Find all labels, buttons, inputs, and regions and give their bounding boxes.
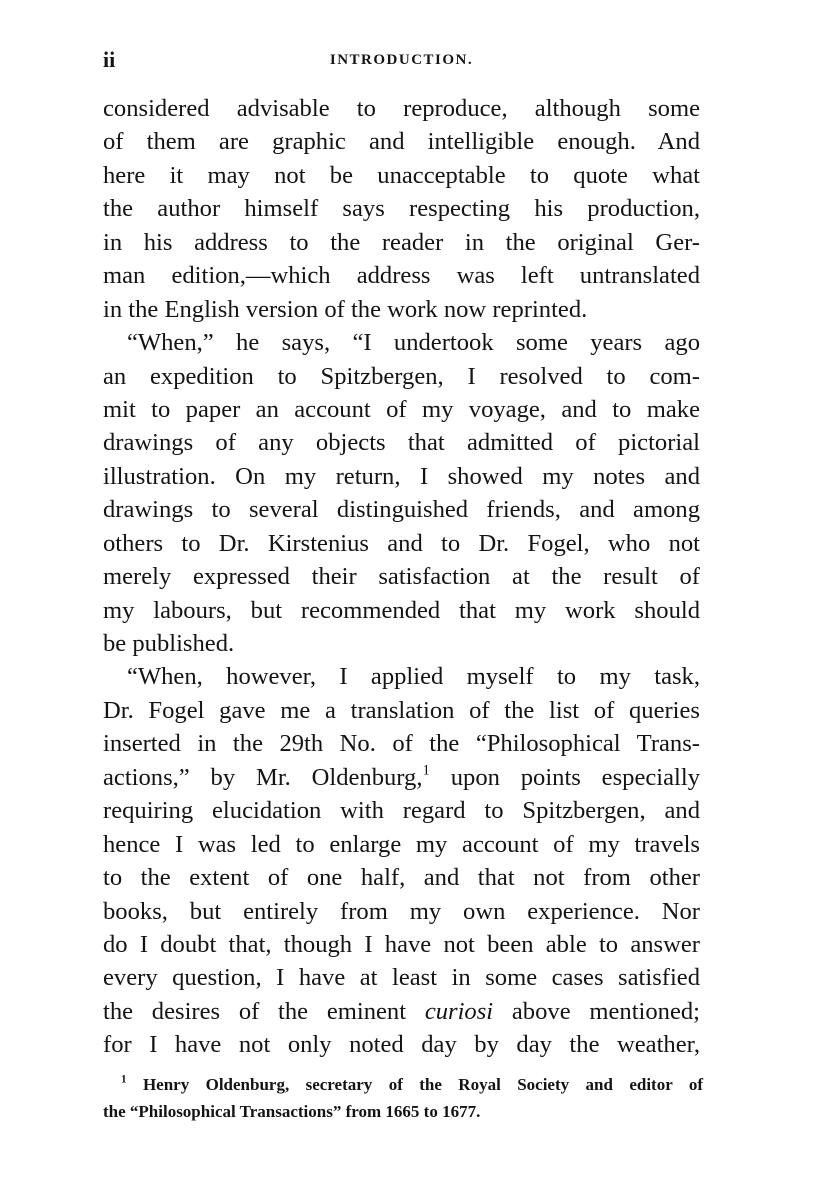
footnote-line xyxy=(103,1071,703,1098)
footnote-marker: 1 xyxy=(121,1073,127,1086)
text-line: to the extent of one half, and that not from other xyxy=(103,864,700,892)
footnote-text: Henry Oldenburg, secretary of the Royal Society and editor of xyxy=(142,1075,704,1094)
page-header xyxy=(103,45,700,75)
text-line: “When, however, I applied myself to my task, xyxy=(127,663,700,691)
text-line: my labours, but recommended that my work should xyxy=(103,596,700,624)
text-line: merely expressed their satisfaction at the result of xyxy=(103,563,700,591)
footnote-reference: 1 xyxy=(422,762,430,779)
line-prefix: the desires of the eminent xyxy=(103,997,407,1025)
text-line: requiring elucidation with regard to Spitzbergen, and xyxy=(103,797,700,825)
text-line: mit to paper an account of my voyage, and to make xyxy=(103,395,700,423)
text-line: the author himself says respecting his production, xyxy=(103,195,700,223)
text-line: do I doubt that, though I have not been able to answer xyxy=(103,930,700,958)
text-line: books, but entirely from my own experience. Nor xyxy=(103,897,700,925)
text-line: others to Dr. Kirstenius and to Dr. Fogel, who not xyxy=(103,529,700,557)
text-line: considered advisable to reproduce, although some xyxy=(103,95,700,122)
text-line: in his address to the reader in the original Ger- xyxy=(103,228,700,256)
page-number: ii xyxy=(103,47,116,72)
text-line: inserted in the 29th No. of the “Philosophical Trans- xyxy=(103,730,700,758)
text-line-with-italic xyxy=(103,995,700,1028)
text-line: an expedition to Spitzbergen, I resolved to com- xyxy=(103,362,700,390)
text-line: Dr. Fogel gave me a translation of the list of queries xyxy=(103,696,700,724)
text-line: in the English version of the work now reprinted. xyxy=(103,295,588,323)
running-head: INTRODUCTION. xyxy=(329,52,474,68)
text-line: man edition,—which address was left untranslated xyxy=(103,262,700,290)
text-line: of them are graphic and intelligible enough. And xyxy=(103,128,700,156)
text-line: illustration. On my return, I showed my notes and xyxy=(103,462,700,490)
text-line: “When,” he says, “I undertook some years ago xyxy=(127,329,700,357)
footnotes xyxy=(103,1071,703,1125)
text-line: be published. xyxy=(103,630,235,657)
text-line: here it may not be unacceptable to quote what xyxy=(103,161,700,189)
text-line-with-footnote-ref xyxy=(103,761,700,794)
italic-term: curiosi xyxy=(424,997,494,1025)
text-line: drawings to several distinguished friends, and among xyxy=(103,496,700,524)
text-line: every question, I have at least in some cases satisfied xyxy=(103,964,700,992)
text-line: for I have not only noted day by day the weather, xyxy=(103,1031,700,1059)
text-line: hence I was led to enlarge my account of my travels xyxy=(103,830,700,858)
line-prefix: actions,” by Mr. Oldenburg, xyxy=(103,763,423,791)
line-suffix: above mentioned; xyxy=(511,997,701,1025)
line-suffix: upon points especially xyxy=(450,763,700,791)
footnote-line: the “Philosophical Transactions” from 1665 to 1677. xyxy=(103,1102,481,1121)
text-line: drawings of any objects that admitted of pictorial xyxy=(103,429,700,457)
body-text xyxy=(103,92,700,1062)
